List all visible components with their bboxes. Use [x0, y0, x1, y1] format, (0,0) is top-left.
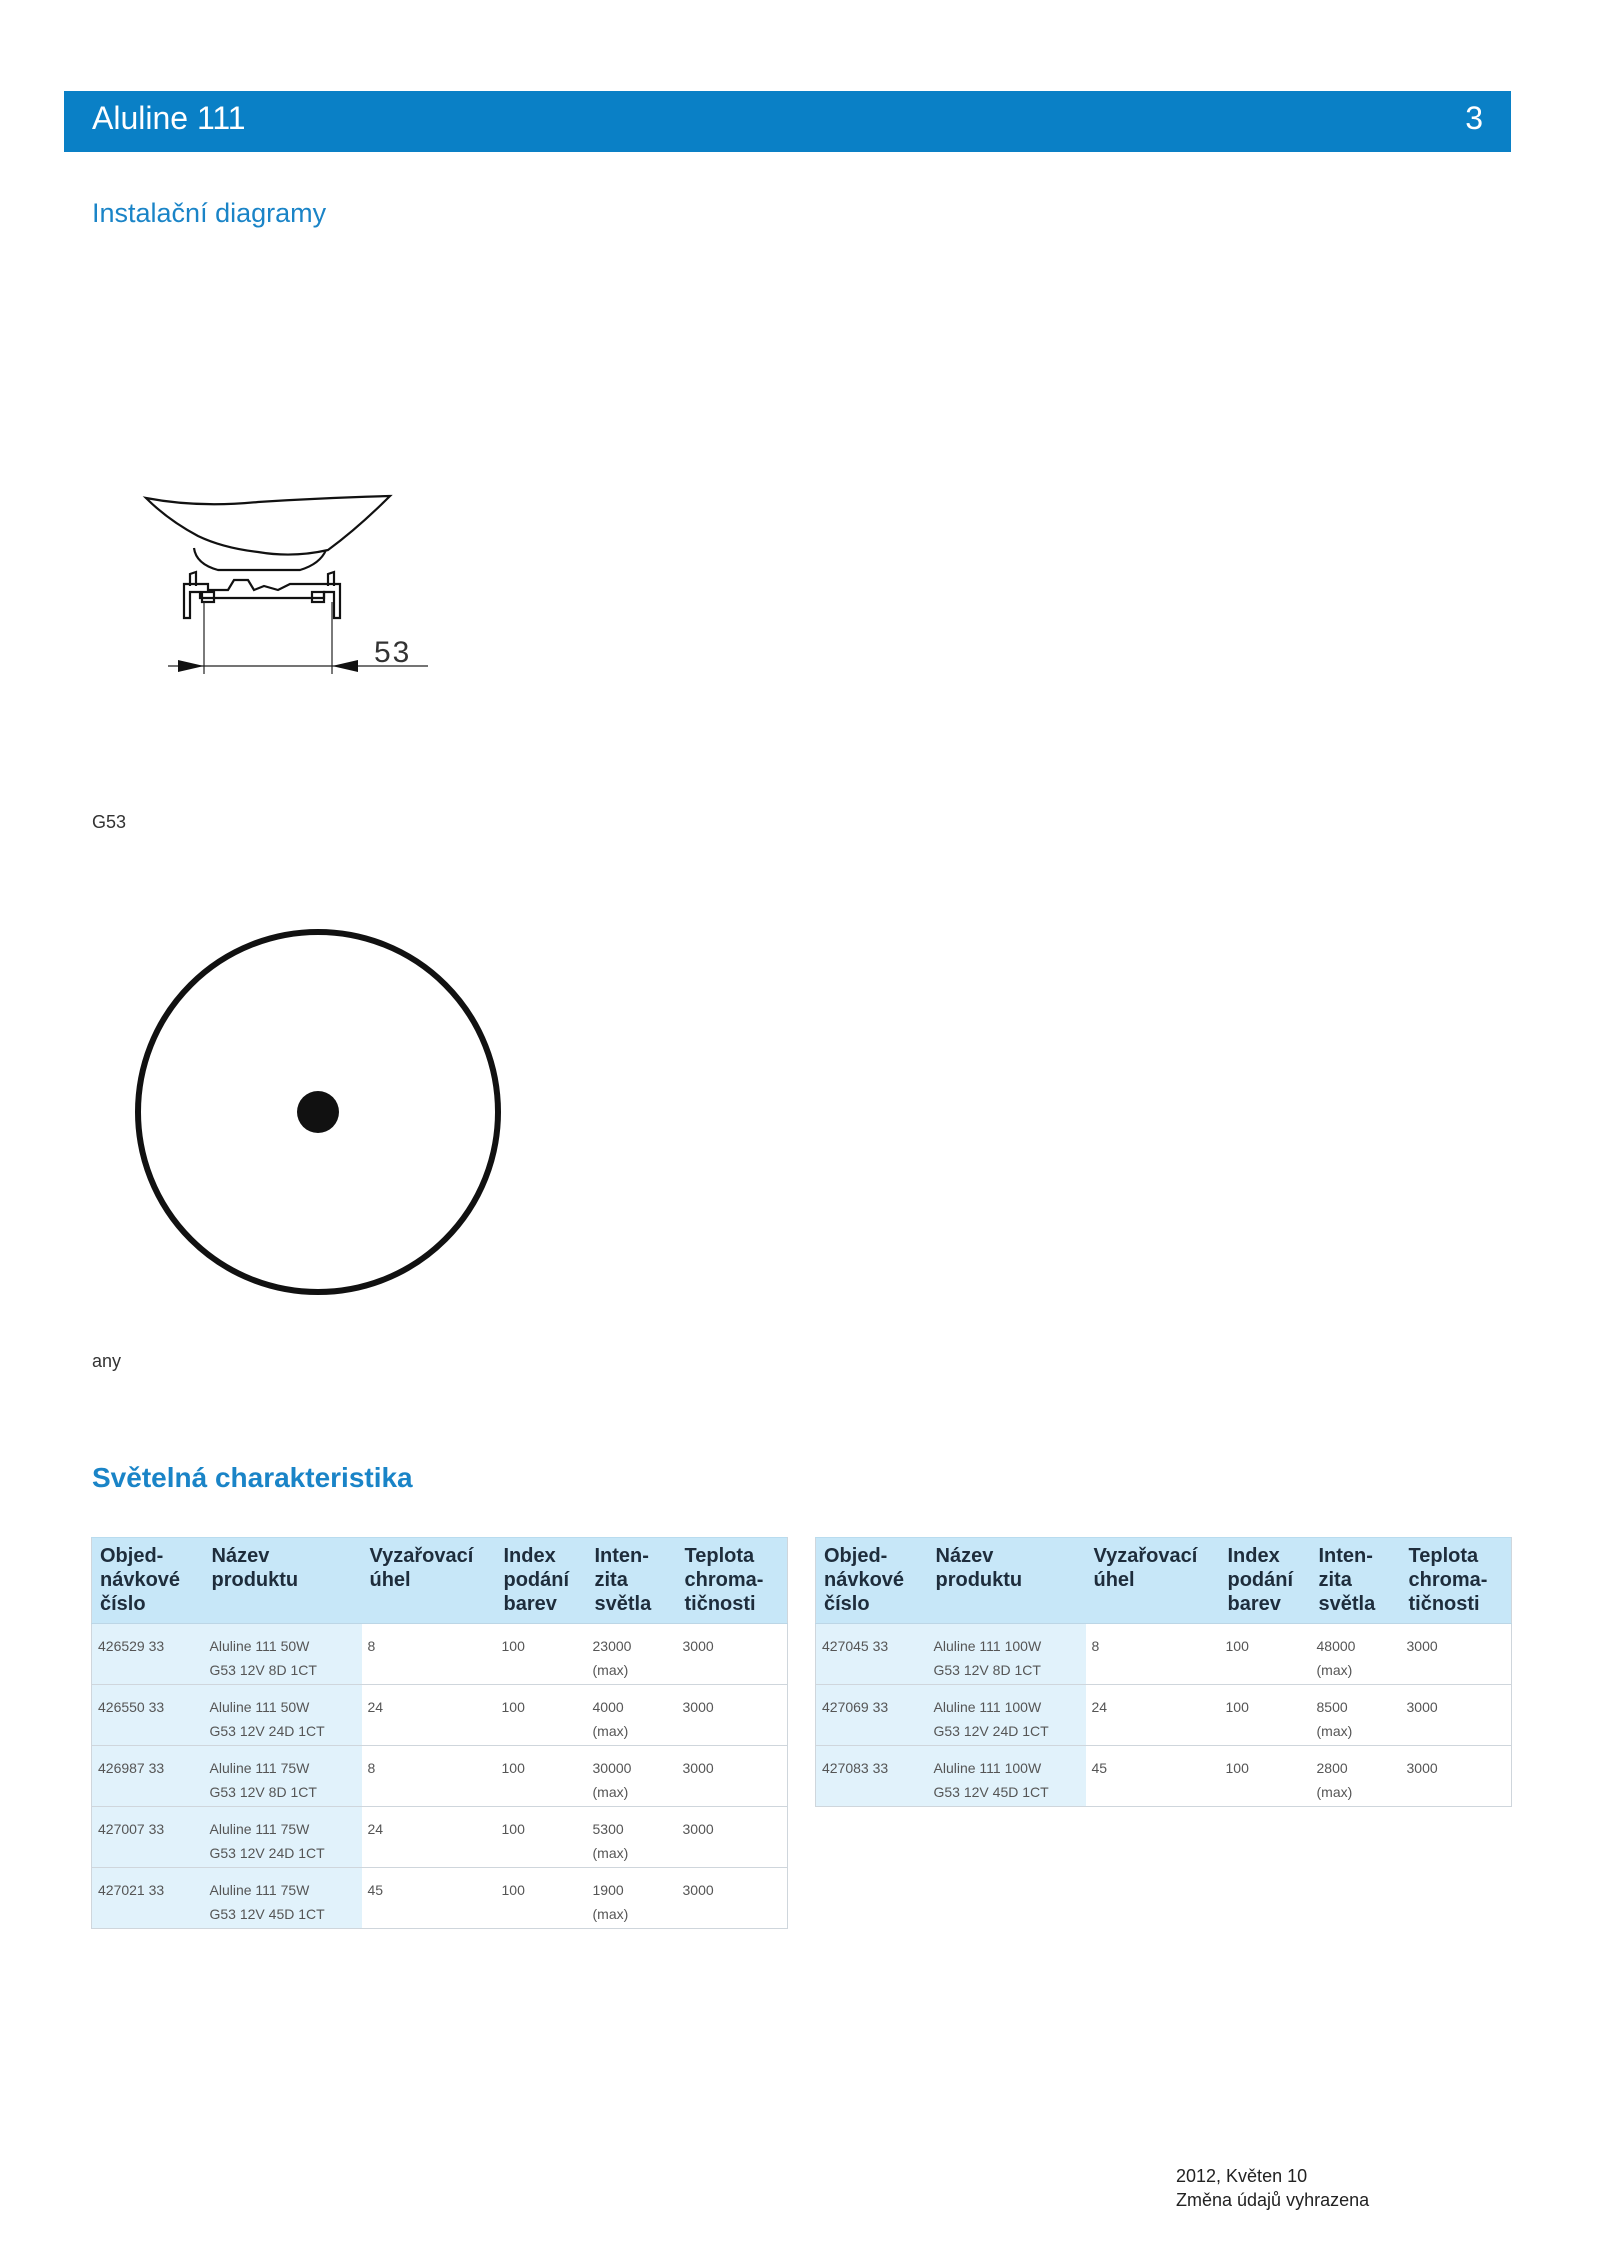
column-header-line: Inten- — [1318, 1545, 1373, 1567]
column-header — [587, 1538, 677, 1624]
product-name-cell-text: G53 12V 8D 1CT — [933, 1662, 1041, 1678]
color-temperature-cell — [677, 1868, 788, 1929]
color-rendering-cell-text: 100 — [1225, 1760, 1249, 1776]
column-header-line: zita — [594, 1569, 628, 1591]
order-number-cell-text: 427083 33 — [822, 1760, 889, 1776]
product-name-cell-text: Aluline 111 100W — [933, 1638, 1042, 1654]
column-header-line: produktu — [935, 1569, 1023, 1591]
color-rendering-cell-text: 100 — [501, 1699, 525, 1715]
color-temperature-cell-text: 3000 — [682, 1882, 714, 1898]
lamp-center-dot — [297, 1091, 339, 1133]
order-number-cell — [816, 1624, 928, 1685]
light-intensity-cell-text: (max) — [592, 1662, 629, 1678]
color-temperature-cell-text: 3000 — [1406, 1760, 1438, 1776]
light-intensity-cell-text: 2800 — [1316, 1760, 1348, 1776]
column-header-line: barev — [1227, 1593, 1281, 1615]
color-rendering-cell — [496, 1868, 587, 1929]
column-header-line: tičnosti — [684, 1593, 756, 1615]
order-number-cell — [816, 1685, 928, 1746]
base-plate — [184, 580, 340, 618]
light-intensity-cell — [1311, 1685, 1401, 1746]
light-table-left — [91, 1537, 788, 1929]
column-header-line: Název — [935, 1545, 994, 1567]
product-name-cell-text: G53 12V 8D 1CT — [209, 1784, 317, 1800]
beam-angle-cell — [1086, 1746, 1220, 1807]
column-header-line: Vyzařovací — [369, 1545, 474, 1567]
order-number-cell-text: 427069 33 — [822, 1699, 889, 1715]
column-header — [1401, 1538, 1512, 1624]
footer-disclaimer: Změna údajů vyhrazena — [1176, 2190, 1370, 2210]
beam-angle-cell-text: 45 — [367, 1882, 384, 1898]
light-intensity-cell-text: 1900 — [592, 1882, 624, 1898]
product-name-cell-text: G53 12V 24D 1CT — [209, 1723, 325, 1739]
color-rendering-cell — [1220, 1624, 1311, 1685]
column-header-line: barev — [503, 1593, 557, 1615]
color-rendering-cell-text: 100 — [501, 1821, 525, 1837]
light-intensity-cell-text: 8500 — [1316, 1699, 1348, 1715]
dimension-label: 53 — [374, 636, 412, 669]
installation-section-title: Instalační diagramy — [92, 198, 327, 228]
beam-angle-cell-text: 24 — [1091, 1699, 1108, 1715]
beam-angle-cell — [1086, 1624, 1220, 1685]
order-number-cell-text: 427045 33 — [822, 1638, 889, 1654]
light-intensity-cell-text: (max) — [1316, 1662, 1353, 1678]
order-number-cell — [816, 1746, 928, 1807]
light-intensity-cell-text: (max) — [1316, 1723, 1353, 1739]
column-header — [496, 1538, 587, 1624]
column-header-line: Index — [1227, 1545, 1280, 1567]
color-rendering-cell — [1220, 1746, 1311, 1807]
product-name-cell-text: Aluline 111 100W — [933, 1760, 1042, 1776]
light-section-title: Světelná charakteristika — [92, 1462, 413, 1493]
column-header-line: číslo — [824, 1593, 870, 1615]
color-temperature-cell — [677, 1685, 788, 1746]
column-header-line: návkové — [100, 1569, 181, 1591]
column-header — [677, 1538, 788, 1624]
column-header-line: produktu — [211, 1569, 299, 1591]
table-row — [92, 1868, 788, 1929]
color-temperature-cell-text: 3000 — [682, 1760, 714, 1776]
beam-angle-cell-text: 8 — [367, 1638, 376, 1654]
beam-angle-cell-text: 24 — [367, 1821, 384, 1837]
order-number-cell-text: 427021 33 — [98, 1882, 165, 1898]
product-name-cell-text: G53 12V 24D 1CT — [933, 1723, 1049, 1739]
color-temperature-cell — [1401, 1624, 1512, 1685]
footer-date: 2012, Květen 10 — [1176, 2166, 1308, 2186]
light-intensity-cell-text: (max) — [592, 1845, 629, 1861]
order-number-cell-text: 426529 33 — [98, 1638, 165, 1654]
light-intensity-cell-text: 48000 — [1316, 1638, 1356, 1654]
light-intensity-cell-text: 30000 — [592, 1760, 632, 1776]
color-rendering-cell-text: 100 — [1225, 1638, 1249, 1654]
column-header-line: návkové — [824, 1569, 905, 1591]
order-number-cell — [92, 1807, 204, 1868]
product-name-cell-text: Aluline 111 75W — [209, 1882, 310, 1898]
table-row — [92, 1807, 788, 1868]
column-header-line: světla — [594, 1593, 652, 1615]
header-bar — [64, 91, 1511, 152]
product-name-cell — [204, 1624, 362, 1685]
beam-angle-cell — [362, 1746, 496, 1807]
color-temperature-cell-text: 3000 — [1406, 1699, 1438, 1715]
table-row — [816, 1624, 1512, 1685]
product-name-cell-text: Aluline 111 100W — [933, 1699, 1042, 1715]
light-intensity-cell — [587, 1868, 677, 1929]
beam-angle-cell — [362, 1624, 496, 1685]
order-number-cell — [92, 1624, 204, 1685]
color-temperature-cell-text: 3000 — [682, 1699, 714, 1715]
product-name-cell-text: Aluline 111 75W — [209, 1821, 310, 1837]
product-name-cell-text: G53 12V 45D 1CT — [209, 1906, 325, 1922]
color-rendering-cell-text: 100 — [501, 1638, 525, 1654]
lamp-front-diagram — [132, 926, 504, 1298]
product-name-cell-text: G53 12V 8D 1CT — [209, 1662, 317, 1678]
product-name-cell — [928, 1746, 1086, 1807]
product-name-cell-text: Aluline 111 75W — [209, 1760, 310, 1776]
reflector-outline — [146, 496, 390, 555]
beam-angle-cell-text: 45 — [1091, 1760, 1108, 1776]
column-header-line: úhel — [1093, 1569, 1135, 1591]
light-intensity-cell — [1311, 1746, 1401, 1807]
table-row — [816, 1746, 1512, 1807]
column-header-line: Teplota — [684, 1545, 755, 1567]
light-intensity-cell-text: 4000 — [592, 1699, 624, 1715]
color-rendering-cell — [496, 1807, 587, 1868]
light-table-right — [815, 1537, 1512, 1807]
column-header — [204, 1538, 362, 1624]
order-number-cell — [92, 1685, 204, 1746]
light-intensity-cell — [1311, 1624, 1401, 1685]
column-header — [816, 1538, 928, 1624]
color-rendering-cell-text: 100 — [1225, 1699, 1249, 1715]
column-header — [362, 1538, 496, 1624]
diagram-caption-g53: G53 — [92, 812, 127, 832]
color-rendering-cell — [496, 1624, 587, 1685]
light-intensity-cell — [587, 1746, 677, 1807]
color-temperature-cell — [677, 1624, 788, 1685]
column-header-line: chroma- — [684, 1569, 764, 1591]
light-intensity-cell-text: (max) — [592, 1906, 629, 1922]
column-header-line: Název — [211, 1545, 270, 1567]
beam-angle-cell — [362, 1807, 496, 1868]
column-header-line: úhel — [369, 1569, 411, 1591]
product-name-cell — [928, 1624, 1086, 1685]
table-header-row — [816, 1538, 1512, 1624]
color-rendering-cell — [496, 1685, 587, 1746]
column-header-line: chroma- — [1408, 1569, 1488, 1591]
color-temperature-cell-text: 3000 — [682, 1638, 714, 1654]
product-name-cell — [928, 1685, 1086, 1746]
table-row — [816, 1685, 1512, 1746]
product-name-cell-text: Aluline 111 50W — [209, 1699, 310, 1715]
column-header-line: podání — [503, 1569, 570, 1591]
column-header — [928, 1538, 1086, 1624]
product-name-cell-text: Aluline 111 50W — [209, 1638, 310, 1654]
column-header-line: Vyzařovací — [1093, 1545, 1198, 1567]
beam-angle-cell — [362, 1868, 496, 1929]
table-row — [92, 1624, 788, 1685]
product-name-cell-text: G53 12V 45D 1CT — [933, 1784, 1049, 1800]
column-header — [1220, 1538, 1311, 1624]
color-temperature-cell — [677, 1807, 788, 1868]
order-number-cell-text: 426550 33 — [98, 1699, 165, 1715]
light-intensity-cell-text: (max) — [592, 1784, 629, 1800]
footer — [1176, 2164, 1369, 2212]
column-header-line: Teplota — [1408, 1545, 1479, 1567]
product-name-cell — [204, 1868, 362, 1929]
column-header-line: světla — [1318, 1593, 1376, 1615]
column-header-line: zita — [1318, 1569, 1352, 1591]
column-header-line: Inten- — [594, 1545, 649, 1567]
product-name-cell-text: G53 12V 24D 1CT — [209, 1845, 325, 1861]
product-name-cell — [204, 1807, 362, 1868]
product-name-cell — [204, 1685, 362, 1746]
light-intensity-cell — [587, 1624, 677, 1685]
order-number-cell-text: 427007 33 — [98, 1821, 165, 1837]
diagram-caption-any: any — [92, 1351, 122, 1371]
page-number: 3 — [1465, 100, 1483, 136]
light-intensity-cell — [587, 1685, 677, 1746]
document-title: Aluline 111 — [92, 100, 246, 136]
beam-angle-cell — [1086, 1685, 1220, 1746]
order-number-cell — [92, 1868, 204, 1929]
product-name-cell — [204, 1746, 362, 1807]
beam-angle-cell — [362, 1685, 496, 1746]
column-header-line: Objed- — [100, 1545, 164, 1567]
column-header-line: Objed- — [824, 1545, 888, 1567]
color-temperature-cell — [1401, 1685, 1512, 1746]
beam-angle-cell-text: 8 — [1091, 1638, 1100, 1654]
column-header-line: Index — [503, 1545, 556, 1567]
table-header-row — [92, 1538, 788, 1624]
color-temperature-cell — [1401, 1746, 1512, 1807]
g53-lamp-side-diagram — [138, 478, 438, 696]
color-rendering-cell-text: 100 — [501, 1760, 525, 1776]
color-temperature-cell-text: 3000 — [1406, 1638, 1438, 1654]
table-row — [92, 1685, 788, 1746]
color-rendering-cell — [496, 1746, 587, 1807]
light-intensity-cell-text: 5300 — [592, 1821, 624, 1837]
light-intensity-cell-text: (max) — [1316, 1784, 1353, 1800]
color-rendering-cell-text: 100 — [501, 1882, 525, 1898]
column-header-line: tičnosti — [1408, 1593, 1480, 1615]
column-header — [92, 1538, 204, 1624]
light-intensity-cell-text: (max) — [592, 1723, 629, 1739]
order-number-cell — [92, 1746, 204, 1807]
color-temperature-cell — [677, 1746, 788, 1807]
column-header-line: číslo — [100, 1593, 146, 1615]
order-number-cell-text: 426987 33 — [98, 1760, 165, 1776]
beam-angle-cell-text: 24 — [367, 1699, 384, 1715]
color-rendering-cell — [1220, 1685, 1311, 1746]
light-intensity-cell — [587, 1807, 677, 1868]
column-header — [1086, 1538, 1220, 1624]
color-temperature-cell-text: 3000 — [682, 1821, 714, 1837]
table-row — [92, 1746, 788, 1807]
column-header-line: podání — [1227, 1569, 1294, 1591]
beam-angle-cell-text: 8 — [367, 1760, 376, 1776]
column-header — [1311, 1538, 1401, 1624]
light-intensity-cell-text: 23000 — [592, 1638, 632, 1654]
